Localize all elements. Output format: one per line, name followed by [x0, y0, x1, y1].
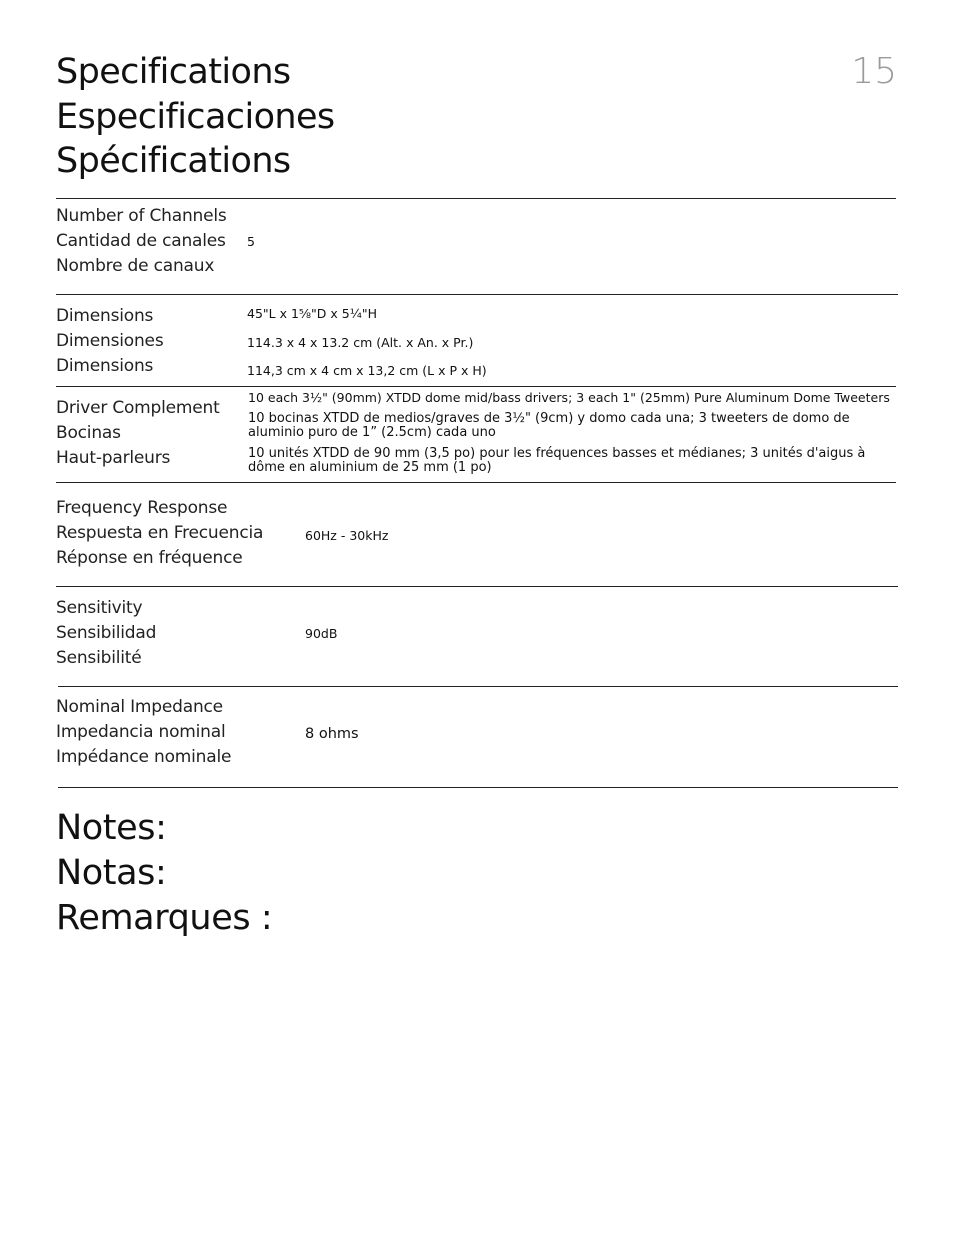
label-en: Frequency Response: [56, 498, 228, 518]
title-spanish: Especificaciones: [56, 96, 335, 137]
title-english: Specifications: [56, 52, 291, 92]
label-fr: Dimensions: [56, 356, 154, 376]
divider: [56, 482, 896, 483]
spec-label-dimensions: [56, 304, 163, 379]
spec-value-drivers-es: 10 bocinas XTDD de medios/graves de 3½" (9cm) y domo cada una; 3 tweeters de domo de aluminio puro de 1” (2.5cm) cada uno: [248, 411, 850, 440]
label-en: Nominal Impedance: [56, 697, 223, 717]
page-title: [56, 50, 335, 184]
divider: [56, 198, 896, 199]
label-es: Bocinas: [56, 423, 121, 443]
label-en: Number of Channels: [56, 206, 227, 226]
spec-label-impedance: [56, 695, 231, 770]
spec-value-sensitivity: 90dB: [305, 626, 338, 641]
title-french: Spécifications: [56, 141, 291, 181]
label-fr: Impédance nominale: [56, 747, 232, 767]
spec-label-channels: [56, 204, 227, 279]
label-es: Respuesta en Frecuencia: [56, 523, 264, 543]
label-fr: Réponse en fréquence: [56, 548, 243, 568]
divider: [56, 294, 898, 295]
label-es: Cantidad de canales: [56, 231, 226, 251]
spec-value-drivers-fr: 10 unités XTDD de 90 mm (3,5 po) pour les fréquences basses et médianes; 3 unités d'aigus à dôme en aluminium de 25 mm (1 po): [248, 446, 866, 475]
label-fr: Sensibilité: [56, 648, 142, 668]
label-fr: Haut-parleurs: [56, 448, 171, 468]
label-es: Impedancia nominal: [56, 722, 226, 742]
spec-label-sensitivity: [56, 596, 156, 671]
label-en: Driver Complement: [56, 398, 220, 418]
page-number: 15: [851, 51, 897, 92]
spec-label-drivers: [56, 396, 220, 471]
spec-value-channels: 5: [247, 234, 255, 249]
divider: [58, 787, 898, 788]
notes-heading: [56, 806, 272, 941]
spec-value-dimensions-en: 45"L x 1⅝"D x 5¼"H: [247, 306, 377, 321]
spec-value-impedance: 8 ohms: [305, 726, 359, 742]
spec-value-dimensions-es: 114.3 x 4 x 13.2 cm (Alt. x An. x Pr.): [247, 335, 474, 350]
label-es: Dimensiones: [56, 331, 164, 351]
label-es: Sensibilidad: [56, 623, 157, 643]
label-fr: Nombre de canaux: [56, 256, 215, 276]
divider: [58, 686, 898, 687]
spec-value-drivers-en: 10 each 3½" (90mm) XTDD dome mid/bass drivers; 3 each 1" (25mm) Pure Aluminum Dome Tweeters: [248, 390, 890, 405]
label-en: Dimensions: [56, 306, 154, 326]
divider: [56, 586, 898, 587]
divider: [56, 386, 896, 387]
label-en: Sensitivity: [56, 598, 143, 618]
spec-label-frequency: [56, 496, 263, 571]
spec-value-dimensions-fr: 114,3 cm x 4 cm x 13,2 cm (L x P x H): [247, 363, 487, 378]
notes-en: Notes:: [56, 808, 167, 848]
notes-es: Notas:: [56, 853, 167, 893]
spec-value-frequency: 60Hz - 30kHz: [305, 528, 389, 543]
notes-fr: Remarques :: [56, 898, 273, 938]
